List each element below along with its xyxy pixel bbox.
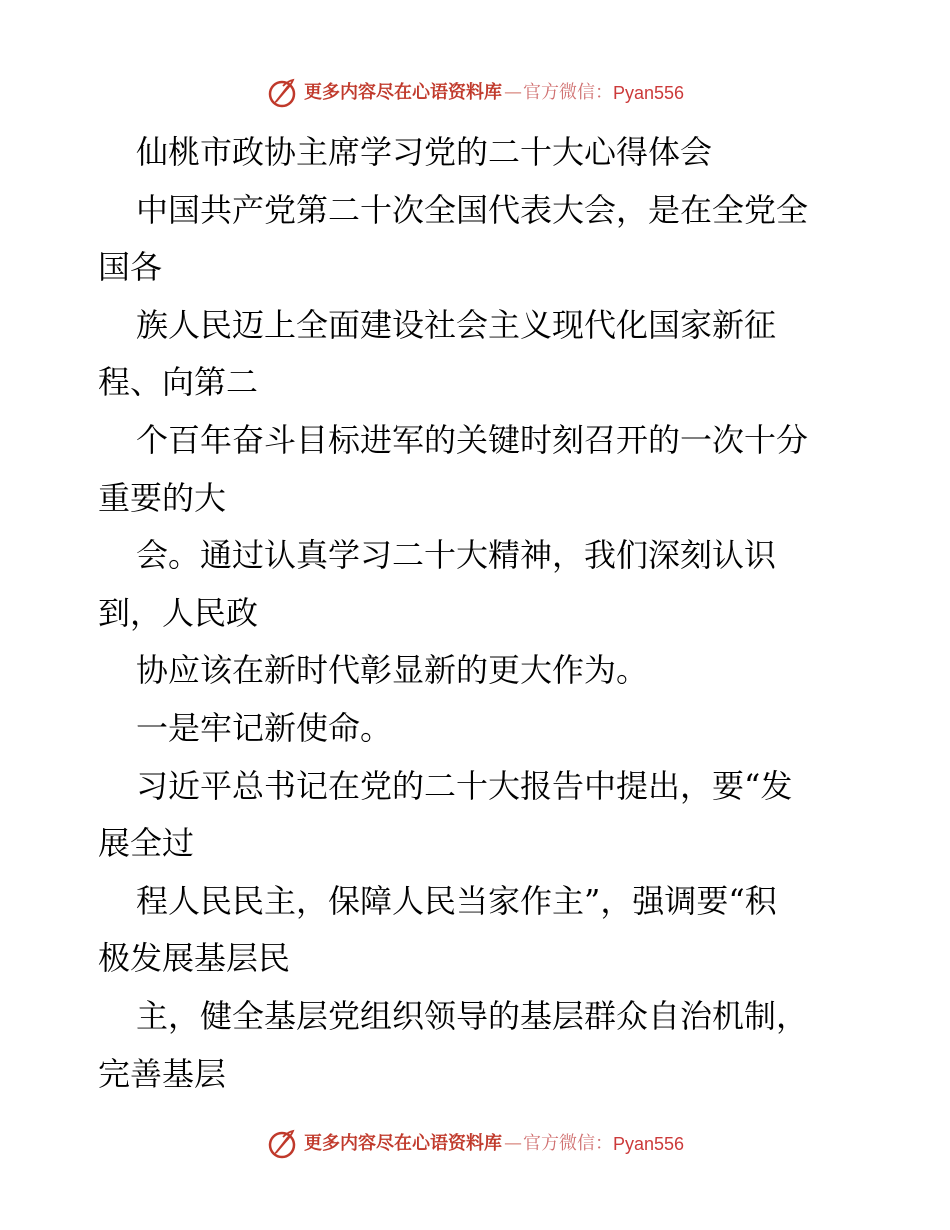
section-heading: 一是牢记新使命。 bbox=[136, 708, 393, 747]
watermark-wechat-id: Pyan556 bbox=[612, 83, 685, 103]
body-line: 程、向第二 bbox=[98, 363, 259, 402]
body-line: 会。通过认真学习二十大精神，我们深刻认识 bbox=[136, 536, 777, 575]
body-line: 国各 bbox=[98, 248, 163, 287]
watermark-label: 官方微信： bbox=[522, 82, 613, 103]
document-title: 仙桃市政协主席学习党的二十大心得体会 bbox=[136, 133, 713, 171]
watermark-label: 官方微信： bbox=[522, 1133, 613, 1154]
body-line: 族人民迈上全面建设社会主义现代化国家新征 bbox=[136, 305, 777, 344]
watermark-brand: 更多内容尽在心语资料库 bbox=[303, 82, 502, 103]
watermark-separator: — bbox=[503, 82, 521, 103]
body-line: 重要的大 bbox=[98, 478, 227, 517]
body-line: 习近平总书记在党的二十大报告中提出，要“发 bbox=[136, 766, 793, 805]
document-body bbox=[98, 124, 858, 1103]
body-line: 完善基层 bbox=[98, 1054, 227, 1093]
watermark-separator: — bbox=[503, 1133, 521, 1154]
watermark-wechat-id: Pyan556 bbox=[612, 1134, 685, 1154]
body-line: 协应该在新时代彰显新的更大作为。 bbox=[136, 651, 649, 690]
watermark-brand: 更多内容尽在心语资料库 bbox=[303, 1133, 502, 1154]
body-line: 程人民民主，保障人民当家作主”，强调要“积 bbox=[136, 881, 777, 920]
quill-logo-icon bbox=[266, 77, 298, 109]
body-line: 极发展基层民 bbox=[98, 939, 291, 978]
body-line: 展全过 bbox=[98, 824, 195, 863]
body-line: 到，人民政 bbox=[98, 593, 259, 632]
body-line: 中国共产党第二十次全国代表大会，是在全党全 bbox=[136, 190, 809, 229]
quill-logo-icon bbox=[266, 1128, 298, 1160]
footer-watermark bbox=[0, 1128, 950, 1160]
header-watermark bbox=[0, 77, 950, 109]
body-line: 主，健全基层党组织领导的基层群众自治机制， bbox=[136, 996, 809, 1035]
body-line: 个百年奋斗目标进军的关键时刻召开的一次十分 bbox=[136, 420, 809, 459]
